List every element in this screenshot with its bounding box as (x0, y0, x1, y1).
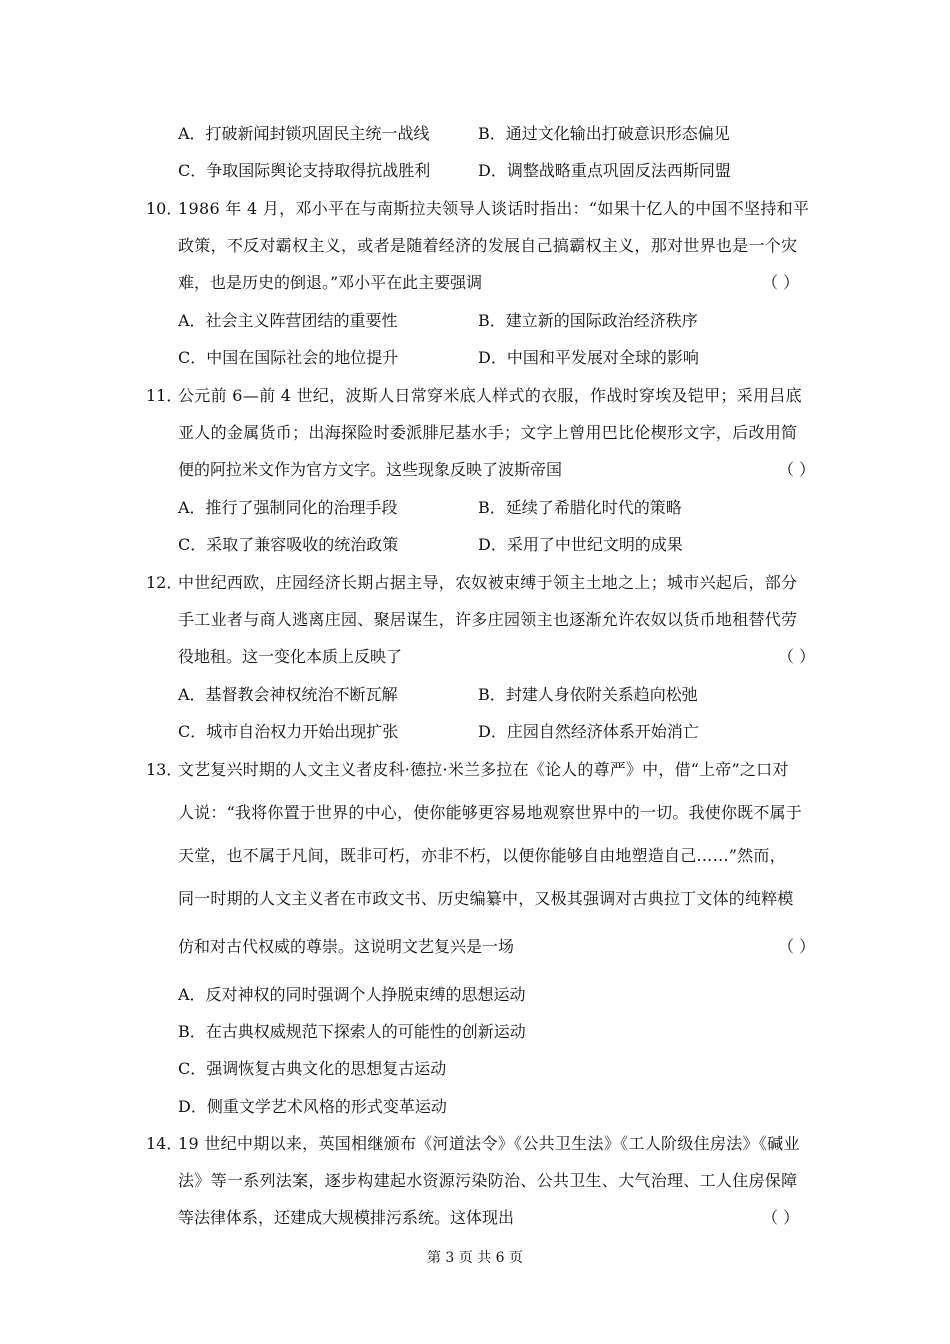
q13-stem-line-1: 文艺复兴时期的人文主义者皮科·德拉·米兰多拉在《论人的尊严》中，借“上帝”之口对 (178, 760, 789, 779)
q11-option-a: A．推行了强制同化的治理手段 (178, 498, 398, 517)
q12-option-c: C．城市自治权力开始出现扩张 (178, 722, 399, 741)
q10-option-d: D．中国和平发展对全球的影响 (478, 348, 699, 367)
page-footer: 第 3 页 共 6 页 (426, 1250, 524, 1266)
q13-stem-line-4: 同一时期的人文主义者在市政文书、历史编纂中，又极其强调对古典拉丁文体的纯粹模 (178, 889, 794, 908)
q11-option-c: C．采取了兼容吸收的统治政策 (178, 535, 399, 554)
q12-stem-line-1: 中世纪西欧，庄园经济长期占据主导，农奴被束缚于领主土地之上；城市兴起后，部分 (178, 573, 798, 592)
q13-stem-line-3: 天堂，也不属于凡间，既非可朽，亦非不朽，以便你能够自由地塑造自己……”然而， (178, 846, 786, 865)
q14-number: 14． (146, 1134, 183, 1153)
q14-stem-line-2: 法》等一系列法案，逐步构建起水资源污染防治、公共卫生、大气治理、工人住房保障 (178, 1171, 798, 1190)
q10-stem-line-1: 1986 年 4 月，邓小平在与南斯拉夫领导人谈话时指出：“如果十亿人的中国不坚持和平 (178, 199, 810, 218)
q13-number: 13． (146, 760, 183, 779)
q10-answer-paren: （ ） (762, 273, 800, 292)
q11-stem-line-1: 公元前 6—前 4 世纪，波斯人日常穿米底人样式的衣服，作战时穿埃及铠甲；采用吕底 (178, 386, 802, 405)
q12-answer-paren: （ ） (778, 647, 816, 666)
q10-number: 10． (146, 199, 183, 218)
q13-option-a: A．反对神权的同时强调个人挣脱束缚的思想运动 (178, 985, 526, 1004)
q10-option-a: A．社会主义阵营团结的重要性 (178, 311, 398, 330)
q12-option-b: B．封建人身依附关系趋向松弛 (478, 685, 698, 704)
q9-option-c: C．争取国际舆论支持取得抗战胜利 (178, 161, 431, 180)
q13-option-c: C．强调恢复古典文化的思想复古运动 (178, 1059, 447, 1078)
q11-number: 11． (146, 386, 183, 405)
q11-option-d: D．采用了中世纪文明的成果 (478, 535, 683, 554)
q13-option-b: B．在古典权威规范下探索人的可能性的创新运动 (178, 1022, 526, 1041)
q9-option-d: D．调整战略重点巩固反法西斯同盟 (478, 161, 731, 180)
q9-option-a: A．打破新闻封锁巩固民主统一战线 (178, 124, 430, 143)
q13-stem-line-2: 人说：“我将你置于世界的中心，使你能够更容易地观察世界中的一切。我使你既不属于 (178, 803, 802, 822)
q14-stem-line-1: 19 世纪中期以来，英国相继颁布《河道法令》《公共卫生法》《工人阶级住房法》《碱业 (178, 1134, 800, 1153)
q14-stem-line-3: 等法律体系，还建成大规模排污系统。这体现出 (178, 1208, 515, 1227)
q12-option-d: D．庄园自然经济体系开始消亡 (478, 722, 699, 741)
q11-stem-line-2: 亚人的金属货币；出海探险时委派腓尼基水手；文字上曾用巴比伦楔形文字，后改用简 (178, 423, 798, 442)
q10-stem-line-2: 政策，不反对霸权主义，或者是随着经济的发展自己搞霸权主义，那对世界也是一个灾 (178, 236, 798, 255)
q12-stem-line-2: 手工业者与商人逃离庄园、聚居谋生，许多庄园领主也逐渐允许农奴以货币地租替代劳 (178, 610, 798, 629)
q11-stem-line-3: 便的阿拉米文作为官方文字。这些现象反映了波斯帝国 (178, 460, 563, 479)
q9-option-b: B．通过文化输出打破意识形态偏见 (478, 124, 730, 143)
q13-option-d: D．侧重文学艺术风格的形式变革运动 (178, 1097, 447, 1116)
q11-option-b: B．延续了希腊化时代的策略 (478, 498, 682, 517)
q12-stem-line-3: 役地租。这一变化本质上反映了 (178, 647, 403, 666)
q12-number: 12． (146, 573, 183, 592)
q12-option-a: A．基督教会神权统治不断瓦解 (178, 685, 398, 704)
q10-stem-line-3: 难，也是历史的倒退。”邓小平在此主要强调 (178, 273, 483, 292)
q14-answer-paren: （ ） (762, 1208, 800, 1227)
q10-option-c: C．中国在国际社会的地位提升 (178, 348, 399, 367)
q11-answer-paren: （ ） (778, 460, 816, 479)
q10-option-b: B．建立新的国际政治经济秩序 (478, 311, 698, 330)
q13-stem-line-5: 仿和对古代权威的尊崇。这说明文艺复兴是一场 (178, 937, 515, 956)
q13-answer-paren: （ ） (778, 937, 816, 956)
